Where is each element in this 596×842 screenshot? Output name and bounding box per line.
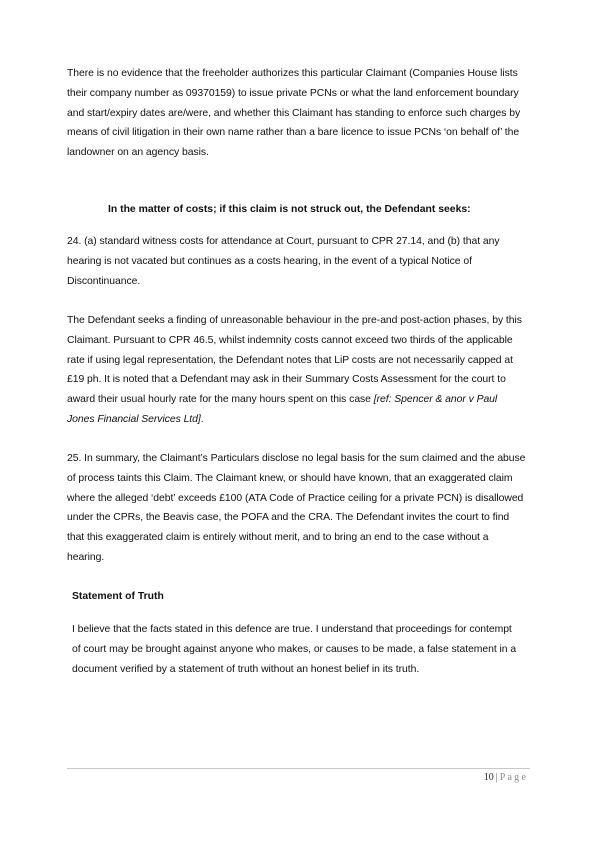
paragraph-evidence: There is no evidence that the freeholder authorizes this particular Claimant (Companies House lists their company number as 09370159) to issue private PCNs or what the land enforcement boundary and start/expiry dates are/were, and whether this Claimant has standing to enforce such charges by means of civil litigation in their own name rather than a bare licence to issue PCNs ‘on behalf of’ the landowner on an agency basis. (67, 68, 521, 159)
costs-heading: In the matter of costs; if this claim is not struck out, the Defendant seeks: (108, 204, 471, 215)
case-reference: [ref: Spencer & anor v Paul Jones Financial Services Ltd] (67, 394, 498, 425)
footer-divider (67, 768, 530, 769)
footer-separator: | (495, 772, 498, 783)
paragraph-unreasonable-behaviour (67, 311, 527, 430)
paragraph-item-25: 25. In summary, the Claimant’s Particulars disclose no legal basis for the sum claimed and the abuse of process taints this Claim. The Claimant knew, or should have known, that an exaggerated claim where the alleged ‘debt’ exceeds £100 (ATA Code of Practice ceiling for a private PCN) is disallowed under the CPRs, the Beavis case, the POFA and the CRA. The Defendant invites the court to find that this exaggerated claim is entirely without merit, and to bring an end to the case without a hearing. (67, 453, 526, 563)
page-label: Page (499, 772, 528, 783)
statement-of-truth-heading: Statement of Truth (72, 591, 164, 602)
page-number: 10 (483, 772, 494, 783)
paragraph-unreasonable-behaviour-text: The Defendant seeks a finding of unreasonable behaviour in the pre-and post-action phases, by this Claimant. Pursuant to CPR 46.5, whilst indemnity costs cannot exceed two thirds of the applicable rate if using legal representation, the Defendant notes that LiP costs are not necessarily capped at £19 ph. It is noted that a Defendant may ask in their Summary Costs Assessment for the court to award their usual hourly rate for the many hours spent on this case (67, 315, 522, 406)
page-footer (484, 771, 528, 785)
paragraph-end-punctuation: . (200, 413, 204, 425)
paragraph-item-24: 24. (a) standard witness costs for attendance at Court, pursuant to CPR 27.14, and (b) that any hearing is not vacated but continues as a costs hearing, in the event of a typical Notice of Discontinuance. (67, 236, 500, 287)
statement-of-truth-text: I believe that the facts stated in this defence are true. I understand that proceedings for contempt of court may be brought against anyone who makes, or causes to be made, a false statement in a document verified by a statement of truth without an honest belief in its truth. (72, 624, 517, 675)
